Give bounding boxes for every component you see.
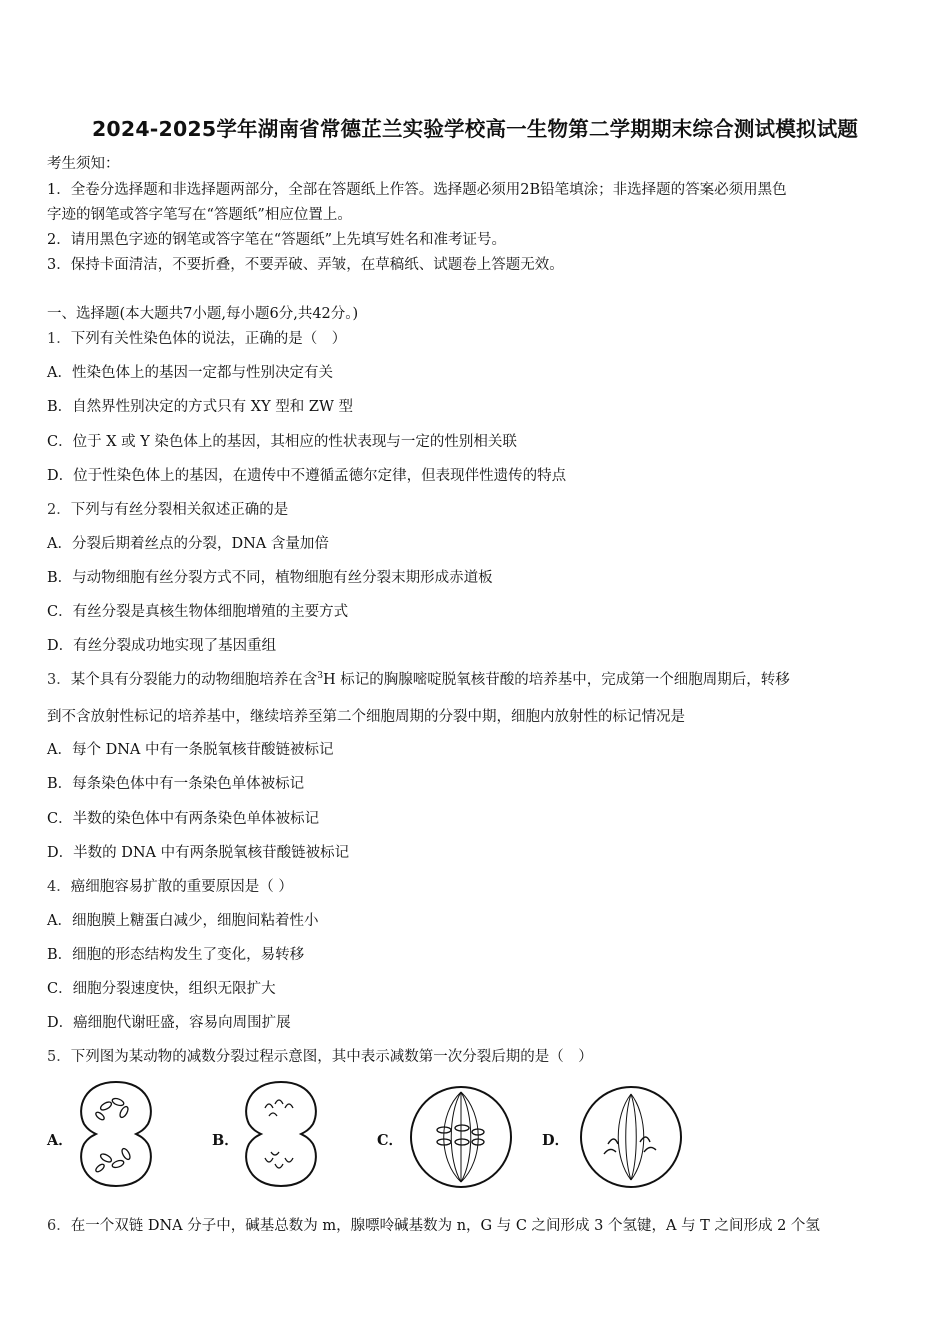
cell-diagram-c	[408, 1084, 514, 1190]
cell-diagram-b	[241, 1078, 321, 1190]
q2-option-b: B．与动物细胞有丝分裂方式不同，植物细胞有丝分裂末期形成赤道板	[47, 570, 493, 586]
notice-heading: 考生须知：	[47, 156, 120, 172]
section-heading: 一、选择题(本大题共7小题,每小题6分,共42分。)	[47, 306, 359, 322]
q3-option-a: A．每个 DNA 中有一条脱氧核苷酸链被标记	[47, 742, 334, 758]
question-5-stem: 5．下列图为某动物的减数分裂过程示意图，其中表示减数第一次分裂后期的是（ ）	[47, 1049, 593, 1065]
q4-option-a: A．细胞膜上糖蛋白减少，细胞间粘着性小	[47, 913, 319, 929]
question-4-stem: 4．癌细胞容易扩散的重要原因是（ ）	[47, 879, 293, 895]
notice-item-1b: 字迹的钢笔或答字笔写在“答题纸”相应位置上。	[47, 207, 352, 223]
q1-option-a: A．性染色体上的基因一定都与性别决定有关	[47, 365, 333, 381]
q3-option-b: B．每条染色体中有一条染色单体被标记	[47, 776, 305, 792]
q2-option-c: C．有丝分裂是真核生物体细胞增殖的主要方式	[47, 604, 349, 620]
notice-item-3: 3．保持卡面清洁，不要折叠，不要弄破、弄皱，在草稿纸、试题卷上答题无效。	[47, 257, 564, 273]
figure-label-b: B．	[212, 1132, 239, 1149]
cell-diagram-d	[578, 1084, 684, 1190]
cell-diagram-a	[76, 1078, 156, 1190]
figure-label-a: A．	[47, 1132, 73, 1149]
q2-option-d: D．有丝分裂成功地实现了基因重组	[47, 638, 277, 654]
question-3-stem-cont: 到不含放射性标记的培养基中，继续培养至第二个细胞周期的分裂中期，细胞内放射性的标记情况是	[47, 709, 685, 725]
q1-option-b: B．自然界性别决定的方式只有 XY 型和 ZW 型	[47, 399, 353, 415]
figure-label-d: D．	[542, 1132, 570, 1149]
q3-option-d: D．半数的 DNA 中有两条脱氧核苷酸链被标记	[47, 845, 350, 861]
q4-option-b: B．细胞的形态结构发生了变化，易转移	[47, 947, 305, 963]
q3-option-c: C．半数的染色体中有两条染色单体被标记	[47, 811, 320, 827]
page-title: 2024-2025学年湖南省常德芷兰实验学校高一生物第二学期期末综合测试模拟试题	[91, 117, 859, 141]
question-6-stem: 6．在一个双链 DNA 分子中，碱基总数为 m，腺嘌呤碱基数为 n，G 与 C 之间形成 3 个氢键，A 与 T 之间形成 2 个氢	[47, 1218, 820, 1234]
q1-option-d: D．位于性染色体上的基因，在遗传中不遵循孟德尔定律，但表现伴性遗传的特点	[47, 468, 567, 484]
q2-option-a: A．分裂后期着丝点的分裂，DNA 含量加倍	[47, 536, 329, 552]
q4-option-d: D．癌细胞代谢旺盛，容易向周围扩展	[47, 1015, 291, 1031]
q4-option-c: C．细胞分裂速度快，组织无限扩大	[47, 981, 276, 997]
notice-item-1a: 1．全卷分选择题和非选择题两部分，全部在答题纸上作答。选择题必须用2B铅笔填涂；非选择题的答案必须用黑色	[47, 182, 787, 198]
question-3-stem: 3．某个具有分裂能力的动物细胞培养在含$^3$H 标记的胸腺嘧啶脱氧核苷酸的培养基中，完成第一个细胞周期后，转移	[47, 671, 790, 688]
figure-label-c: C．	[377, 1132, 404, 1149]
notice-item-2: 2．请用黑色字迹的钢笔或答字笔在“答题纸”上先填写姓名和准考证号。	[47, 232, 507, 248]
question-number: 1．	[47, 331, 71, 347]
q1-option-c: C．位于 X 或 Y 染色体上的基因，其相应的性状表现与一定的性别相关联	[47, 434, 517, 450]
question-2-stem: 2．下列与有丝分裂相关叙述正确的是	[47, 502, 289, 518]
question-1-stem: 1．下列有关性染色体的说法，正确的是（ ）	[47, 331, 347, 347]
